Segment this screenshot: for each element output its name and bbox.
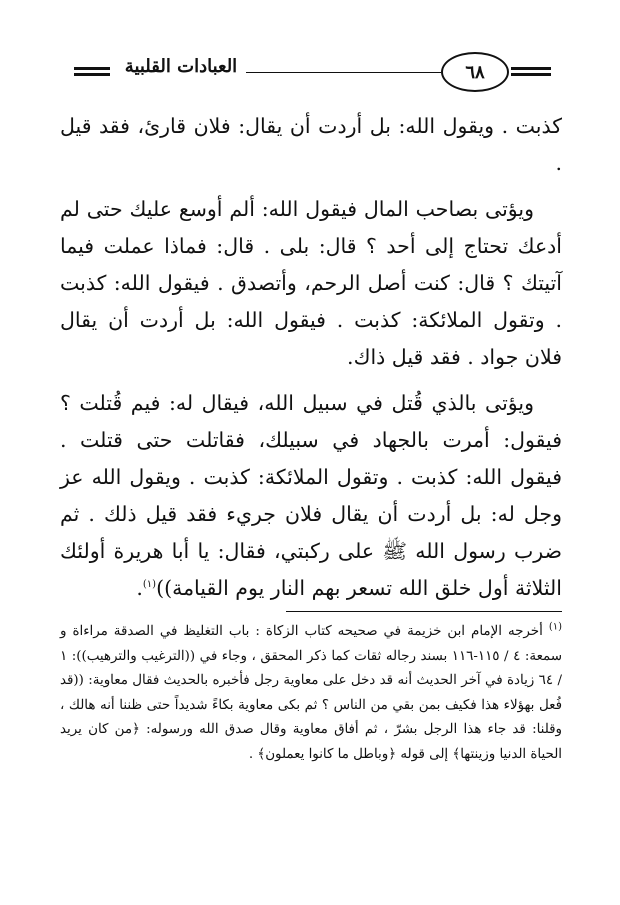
footnote-1 (60, 620, 562, 767)
page-number: ٦٨ (441, 52, 509, 92)
footnote-separator (286, 611, 562, 612)
paragraph-2: ويؤتى بصاحب المال فيقول الله: ألم أوسع عليك حتى لم أدعك تحتاج إلى أحد ؟ قال: بلى . قال: فماذا عملت فيما آتيتك ؟ قال: كنت أصل الرحم، وأتصدق . فيقول الله: كذبت . وتقول الملائكة: كذبت . فيقول الله: بل أردت أن يقال فلان جواد . فقد قيل ذاك. (60, 197, 562, 369)
footnotes (60, 620, 562, 767)
paragraph-3-end: . (136, 576, 143, 600)
chapter-title: العبادات القلبية (124, 56, 238, 77)
header-double-rule-right (511, 67, 551, 76)
main-text (60, 108, 562, 616)
paragraph-3-text: ويؤتى بالذي قُتل في سبيل الله، فيقال له: فيم قُتلت ؟ فيقول: أمرت بالجهاد في سبيلك، فقاتلت حتى قتلت . فيقول الله: كذبت . وتقول الملائكة: كذبت . ويقول الله عز وجل له: بل أردت أن يقال فلان جريء فقد قيل ذلك . ثم ضرب رسول الله ﷺ على ركبتي، فقال: يا أبا هريرة أولئك الثلاثة أول خلق الله تسعر بهم النار يوم القيامة)) (60, 391, 562, 600)
header-rule (246, 72, 441, 73)
footnote-text: أخرجه الإمام ابن خزيمة في صحيحه كتاب الزكاة : باب التغليظ في الصدقة مراءاة و سمعة: ٤ / ١١٥-١١٦ بسند رجاله ثقات كما ذكر المحقق ، وجاء في ((الترغيب والترهيب)): ١ / ٦٤ زيادة في آخر الحديث أنه قد دخل على معاوية رجل فأخبره بالحديث فقال معاوية: ((قد فُعل بهؤلاء هذا فكيف بمن بقي من الناس ؟ ثم بكى معاوية بكاءً شديداً حتى ظننا أنه هالك ، وقلنا: قد جاء هذا الرجل بشرّ ، ثم أفاق معاوية وقال صدق الله ورسوله: ﴿من كان يريد الحياة الدنيا وزينتها﴾ إلى قوله ﴿وباطل ما كانوا يعملون﴾ . (60, 624, 563, 762)
footnote-marker: (١) (548, 621, 562, 633)
paragraph-3 (60, 385, 562, 607)
header-double-rule-left (74, 67, 110, 76)
footnote-reference: (١) (142, 579, 157, 591)
paragraph-1: كذبت . ويقول الله: بل أردت أن يقال: فلان قارئ، فقد قيل . (60, 114, 562, 175)
page-header (66, 50, 558, 94)
